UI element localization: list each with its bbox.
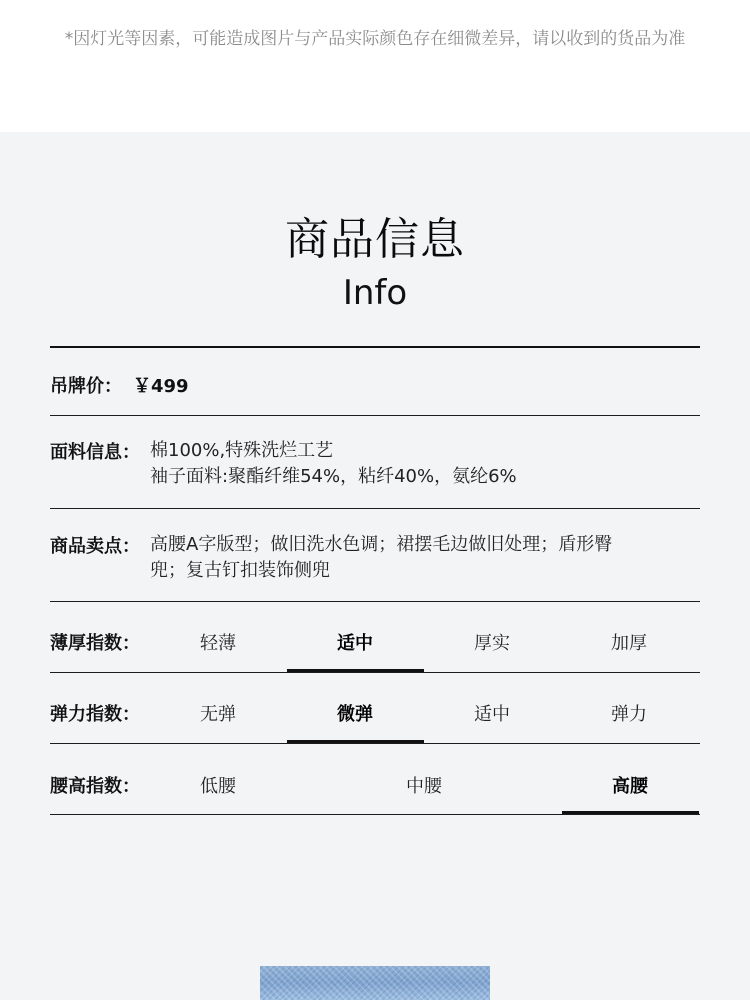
fabric-line: 棉100%,特殊洗烂工艺 bbox=[150, 440, 334, 461]
thickness-option-medium: 适中 bbox=[337, 633, 373, 654]
elasticity-option-medium: 适中 bbox=[474, 704, 510, 725]
waist-option-low: 低腰 bbox=[200, 776, 236, 797]
table-bottom-rule bbox=[50, 814, 700, 815]
product-info-panel bbox=[0, 132, 750, 1000]
selling-points-info bbox=[150, 532, 680, 584]
fabric-info bbox=[150, 438, 680, 490]
section-subtitle: Info bbox=[342, 273, 408, 313]
tag-price-label: 吊牌价： bbox=[50, 376, 122, 397]
elasticity-option-stretch: 弹力 bbox=[611, 704, 647, 725]
thickness-label: 薄厚指数： bbox=[50, 633, 140, 654]
thickness-option-thick: 厚实 bbox=[474, 633, 510, 654]
selling-point-line: 兜；复古钉扣装饰侧兜 bbox=[150, 560, 330, 581]
row-divider bbox=[50, 508, 700, 509]
row-divider bbox=[50, 601, 700, 602]
waist-label: 腰高指数： bbox=[50, 776, 140, 797]
thickness-option-extra-thick: 加厚 bbox=[611, 633, 647, 654]
row-divider bbox=[50, 415, 700, 416]
section-title: 商品信息 bbox=[285, 214, 465, 265]
elasticity-label: 弹力指数： bbox=[50, 704, 140, 725]
table-top-rule bbox=[50, 346, 700, 348]
waist-option-high: 高腰 bbox=[612, 776, 648, 797]
row-divider bbox=[50, 672, 700, 673]
row-divider bbox=[50, 743, 700, 744]
fabric-label: 面料信息： bbox=[50, 442, 140, 463]
denim-fabric-image bbox=[260, 966, 490, 1000]
fabric-line: 袖子面料:聚酯纤维54%，粘纤40%，氨纶6% bbox=[150, 466, 517, 487]
thickness-option-light: 轻薄 bbox=[200, 633, 236, 654]
elasticity-option-none: 无弹 bbox=[200, 704, 236, 725]
waist-option-mid: 中腰 bbox=[406, 776, 442, 797]
tag-price-value: ￥499 bbox=[133, 376, 189, 397]
selling-point-line: 高腰A字版型；做旧洗水色调；裙摆毛边做旧处理；盾形臀 bbox=[150, 534, 613, 555]
elasticity-option-slight: 微弹 bbox=[337, 704, 373, 725]
selling-points-label: 商品卖点： bbox=[50, 536, 140, 557]
color-disclaimer: *因灯光等因素，可能造成图片与产品实际颜色存在细微差异，请以收到的货品为准 bbox=[64, 29, 686, 49]
